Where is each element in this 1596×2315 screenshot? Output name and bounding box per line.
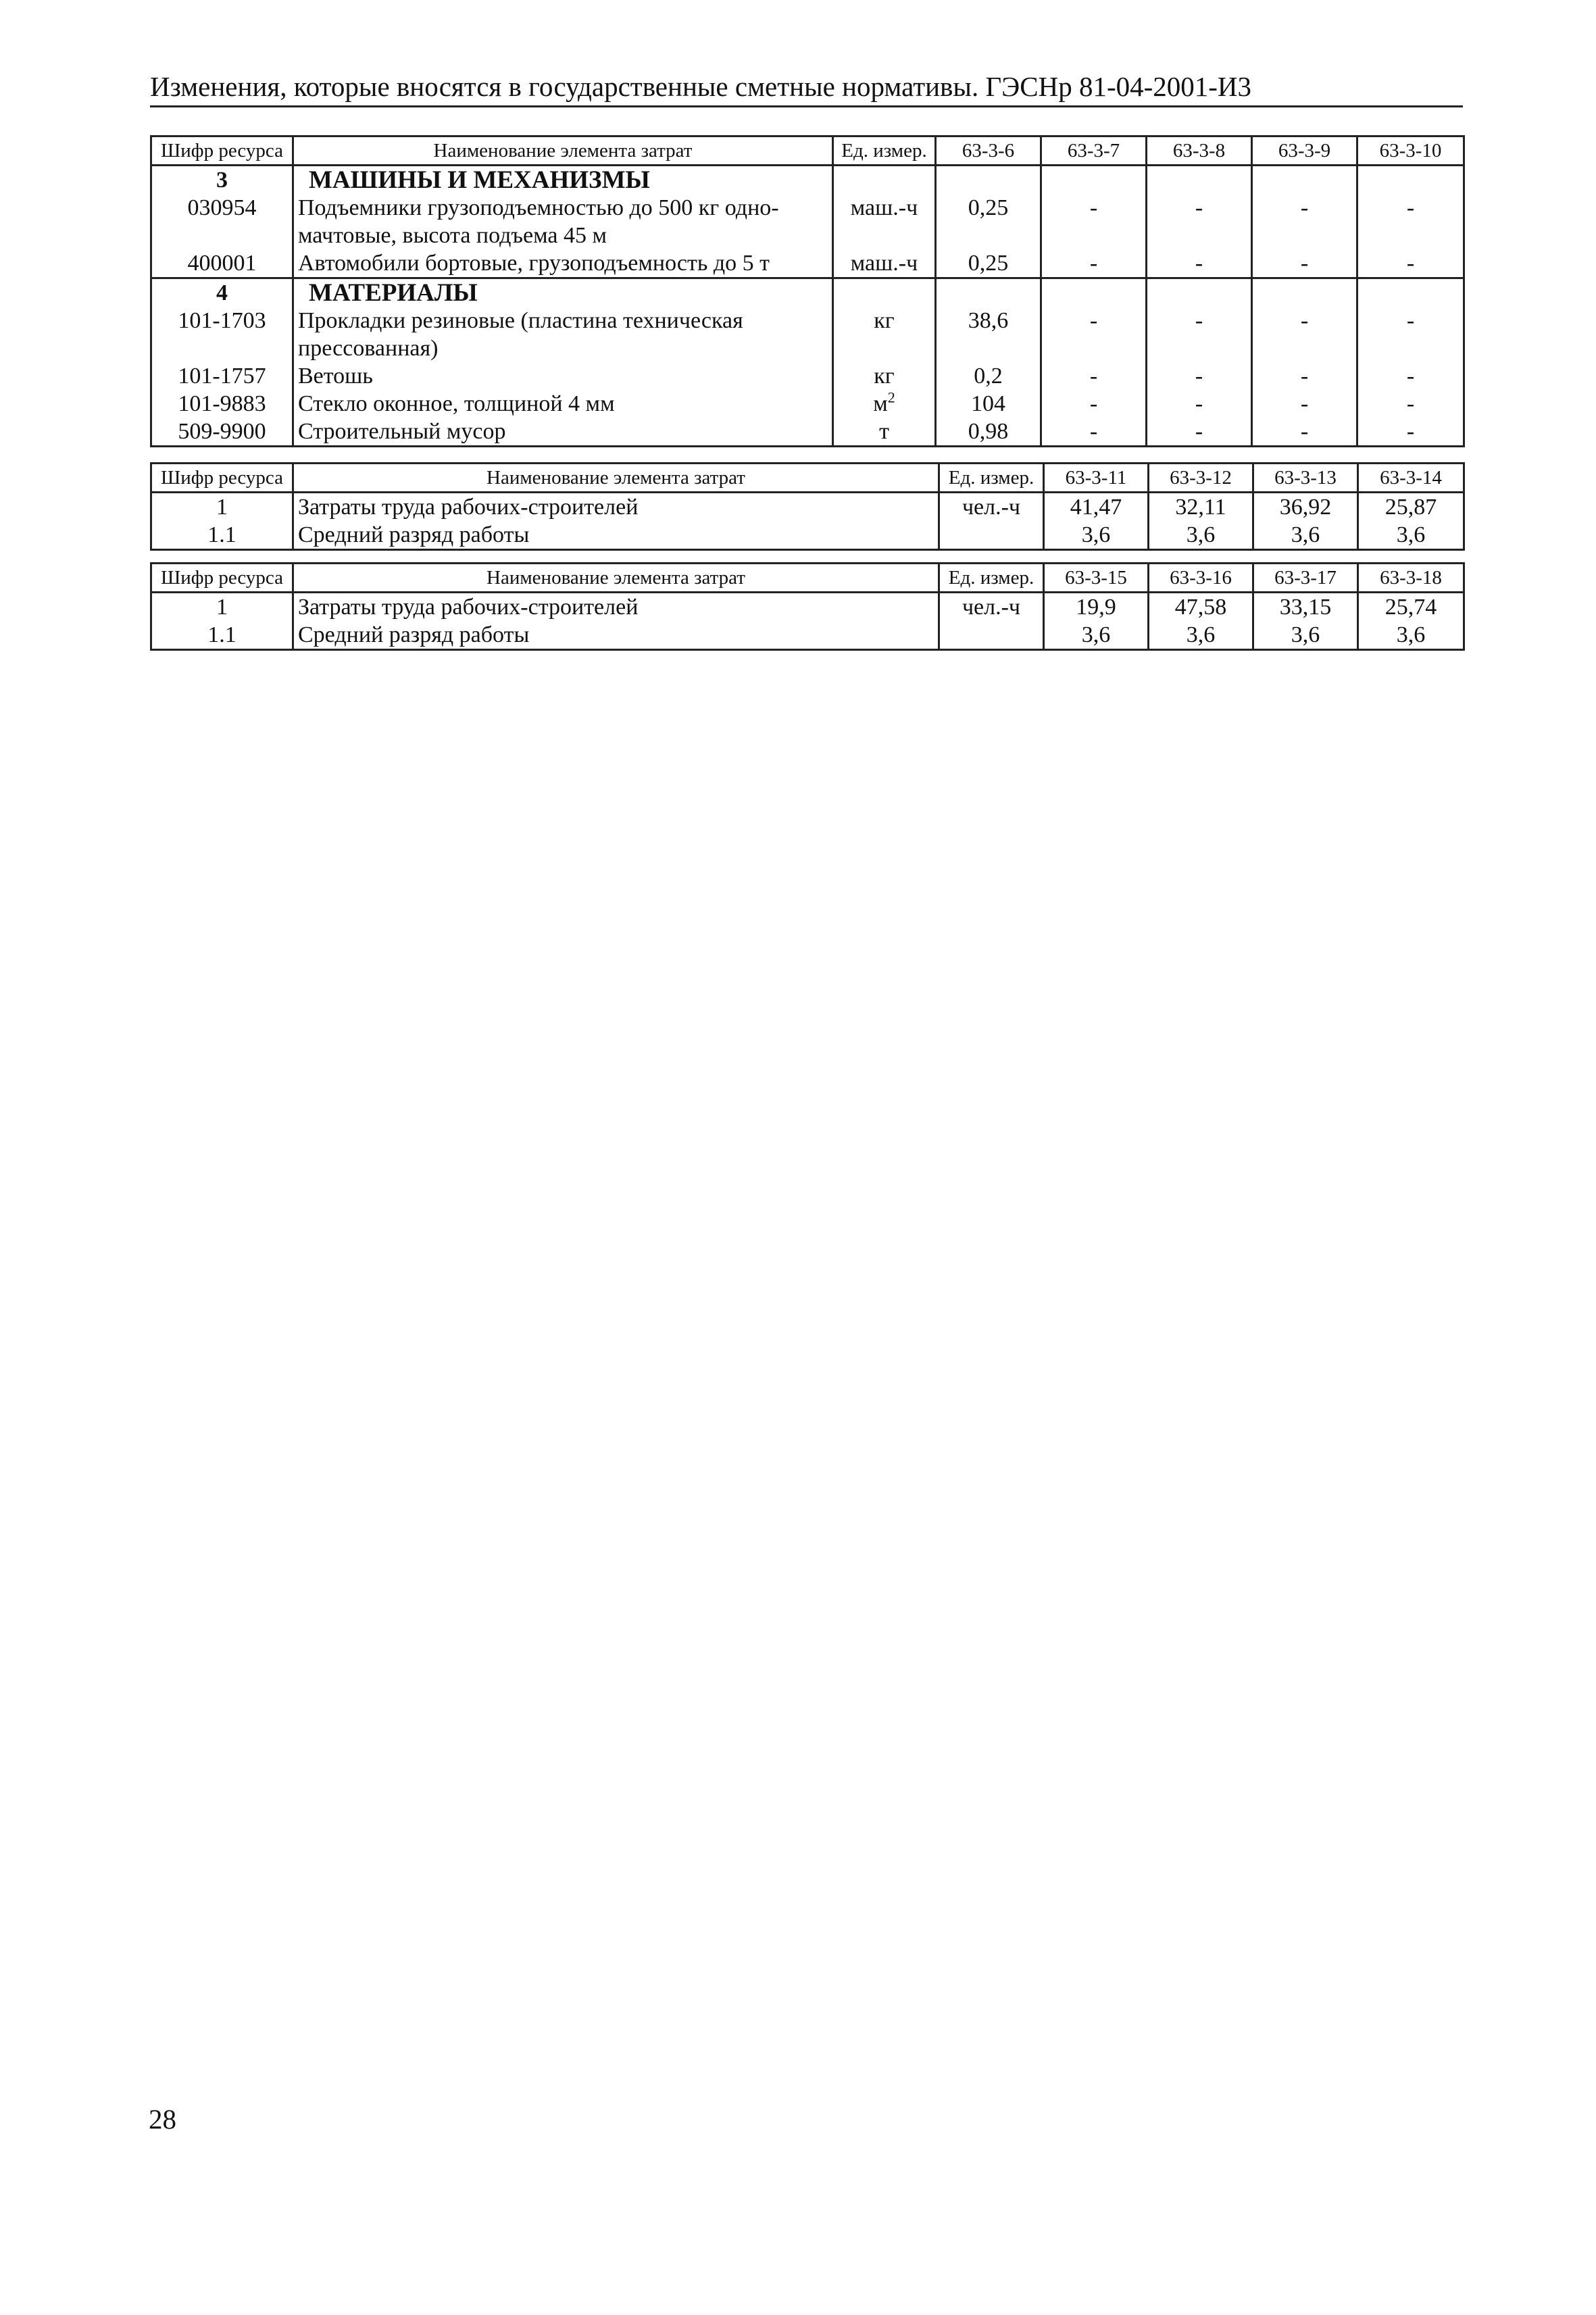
resource-value: - (1147, 390, 1252, 418)
resource-table-machines-materials (150, 135, 1465, 447)
resource-name: Автомобили бортовые, грузоподъемность до 5 т (293, 249, 833, 278)
resource-code: 101-1757 (151, 362, 293, 390)
resource-value: - (1357, 194, 1464, 249)
table-header-row (151, 464, 1464, 493)
table-header-row (151, 564, 1464, 593)
resource-value: - (1147, 194, 1252, 249)
resource-value: - (1357, 307, 1464, 362)
resource-name: Ветошь (293, 362, 833, 390)
table-row (151, 249, 1464, 278)
col-header-norm: 63-3-15 (1044, 564, 1149, 593)
resource-value: - (1041, 362, 1147, 390)
resource-name: Прокладки резиновые (пластина техническая прессованная) (293, 307, 833, 362)
resource-value: 3,6 (1044, 621, 1149, 650)
resource-value: - (1147, 249, 1252, 278)
resource-code: 1 (151, 493, 293, 522)
resource-value: - (1041, 194, 1147, 249)
resource-value: 19,9 (1044, 593, 1149, 622)
resource-name: Строительный мусор (293, 418, 833, 447)
col-header-unit: Ед. измер. (939, 464, 1044, 493)
col-header-name: Наименование элемента затрат (293, 464, 939, 493)
resource-name: Средний разряд работы (293, 521, 939, 550)
resource-unit: маш.-ч (833, 194, 936, 249)
resource-name: Затраты труда рабочих-строителей (293, 593, 939, 622)
resource-unit: маш.-ч (833, 249, 936, 278)
section-code: 4 (151, 278, 293, 307)
resource-value: 47,58 (1149, 593, 1253, 622)
col-header-norm: 63-3-16 (1149, 564, 1253, 593)
col-header-norm: 63-3-8 (1147, 136, 1252, 166)
resource-unit: чел.-ч (939, 493, 1044, 522)
resource-value: - (1357, 362, 1464, 390)
resource-value: 0,2 (936, 362, 1041, 390)
resource-value: - (1252, 390, 1357, 418)
resource-value: 38,6 (936, 307, 1041, 362)
resource-value: - (1357, 418, 1464, 447)
col-header-norm: 63-3-17 (1253, 564, 1358, 593)
resource-unit: кг (833, 362, 936, 390)
resource-value: 3,6 (1253, 621, 1358, 650)
resource-code: 509-9900 (151, 418, 293, 447)
resource-value: 3,6 (1044, 521, 1149, 550)
resource-value: - (1147, 362, 1252, 390)
col-header-norm: 63-3-7 (1041, 136, 1147, 166)
resource-value: 25,87 (1358, 493, 1464, 522)
resource-unit: т (833, 418, 936, 447)
col-header-unit: Ед. измер. (833, 136, 936, 166)
resource-value: 25,74 (1358, 593, 1464, 622)
resource-value: - (1357, 249, 1464, 278)
section-row-machines (151, 166, 1464, 195)
resource-value: - (1147, 418, 1252, 447)
col-header-norm: 63-3-18 (1358, 564, 1464, 593)
resource-value: 0,25 (936, 249, 1041, 278)
resource-unit: чел.-ч (939, 593, 1044, 622)
table-row (151, 493, 1464, 522)
resource-value: - (1147, 307, 1252, 362)
col-header-norm: 63-3-10 (1357, 136, 1464, 166)
resource-code: 030954 (151, 194, 293, 249)
resource-value: - (1252, 249, 1357, 278)
resource-value: 104 (936, 390, 1041, 418)
resource-value: 33,15 (1253, 593, 1358, 622)
resource-code: 1.1 (151, 521, 293, 550)
resource-value: - (1252, 194, 1357, 249)
col-header-unit: Ед. измер. (939, 564, 1044, 593)
resource-value: - (1252, 362, 1357, 390)
section-code: 3 (151, 166, 293, 195)
resource-value: 41,47 (1044, 493, 1149, 522)
resource-value: - (1041, 418, 1147, 447)
resource-value: 3,6 (1149, 521, 1253, 550)
document-header: Изменения, которые вносятся в государственные сметные нормативы. ГЭСНр 81-04-2001-И3 (150, 69, 1463, 107)
resource-table-labor-2 (150, 562, 1465, 651)
resource-value: - (1041, 249, 1147, 278)
resource-value: 0,98 (936, 418, 1041, 447)
resource-code: 1.1 (151, 621, 293, 650)
resource-name: Затраты труда рабочих-строителей (293, 493, 939, 522)
resource-value: 3,6 (1253, 521, 1358, 550)
section-row-materials (151, 278, 1464, 307)
resource-value: - (1041, 307, 1147, 362)
col-header-name: Наименование элемента затрат (293, 136, 833, 166)
table-row (151, 362, 1464, 390)
resource-unit (939, 621, 1044, 650)
col-header-name: Наименование элемента затрат (293, 564, 939, 593)
table-header-row (151, 136, 1464, 166)
resource-name: Стекло оконное, толщиной 4 мм (293, 390, 833, 418)
table-row (151, 521, 1464, 550)
resource-name: Средний разряд работы (293, 621, 939, 650)
resource-value: - (1252, 307, 1357, 362)
resource-value: 0,25 (936, 194, 1041, 249)
resource-unit (939, 521, 1044, 550)
resource-unit: кг (833, 307, 936, 362)
col-header-norm: 63-3-12 (1149, 464, 1253, 493)
resource-value: 3,6 (1358, 521, 1464, 550)
resource-table-labor-1 (150, 462, 1465, 551)
resource-value: - (1357, 390, 1464, 418)
resource-value: 3,6 (1149, 621, 1253, 650)
resource-name: Подъемники грузоподъемностью до 500 кг одно-мачтовые, высота подъема 45 м (293, 194, 833, 249)
section-title: МАШИНЫ И МЕХАНИЗМЫ (293, 166, 833, 195)
col-header-code: Шифр ресурса (151, 136, 293, 166)
resource-value: 32,11 (1149, 493, 1253, 522)
resource-unit: $м^2$ (833, 390, 936, 418)
resource-value: - (1041, 390, 1147, 418)
page-number: 28 (149, 2104, 176, 2135)
table-row (151, 418, 1464, 447)
table-row (151, 194, 1464, 249)
col-header-norm: 63-3-13 (1253, 464, 1358, 493)
table-row (151, 390, 1464, 418)
resource-value: - (1252, 418, 1357, 447)
table-row (151, 593, 1464, 622)
col-header-norm: 63-3-9 (1252, 136, 1357, 166)
col-header-norm: 63-3-11 (1044, 464, 1149, 493)
table-row (151, 307, 1464, 362)
resource-code: 1 (151, 593, 293, 622)
resource-code: 400001 (151, 249, 293, 278)
resource-value: 36,92 (1253, 493, 1358, 522)
resource-code: 101-1703 (151, 307, 293, 362)
resource-value: 3,6 (1358, 621, 1464, 650)
section-title: МАТЕРИАЛЫ (293, 278, 833, 307)
col-header-norm: 63-3-14 (1358, 464, 1464, 493)
col-header-code: Шифр ресурса (151, 564, 293, 593)
col-header-code: Шифр ресурса (151, 464, 293, 493)
resource-code: 101-9883 (151, 390, 293, 418)
col-header-norm: 63-3-6 (936, 136, 1041, 166)
table-row (151, 621, 1464, 650)
